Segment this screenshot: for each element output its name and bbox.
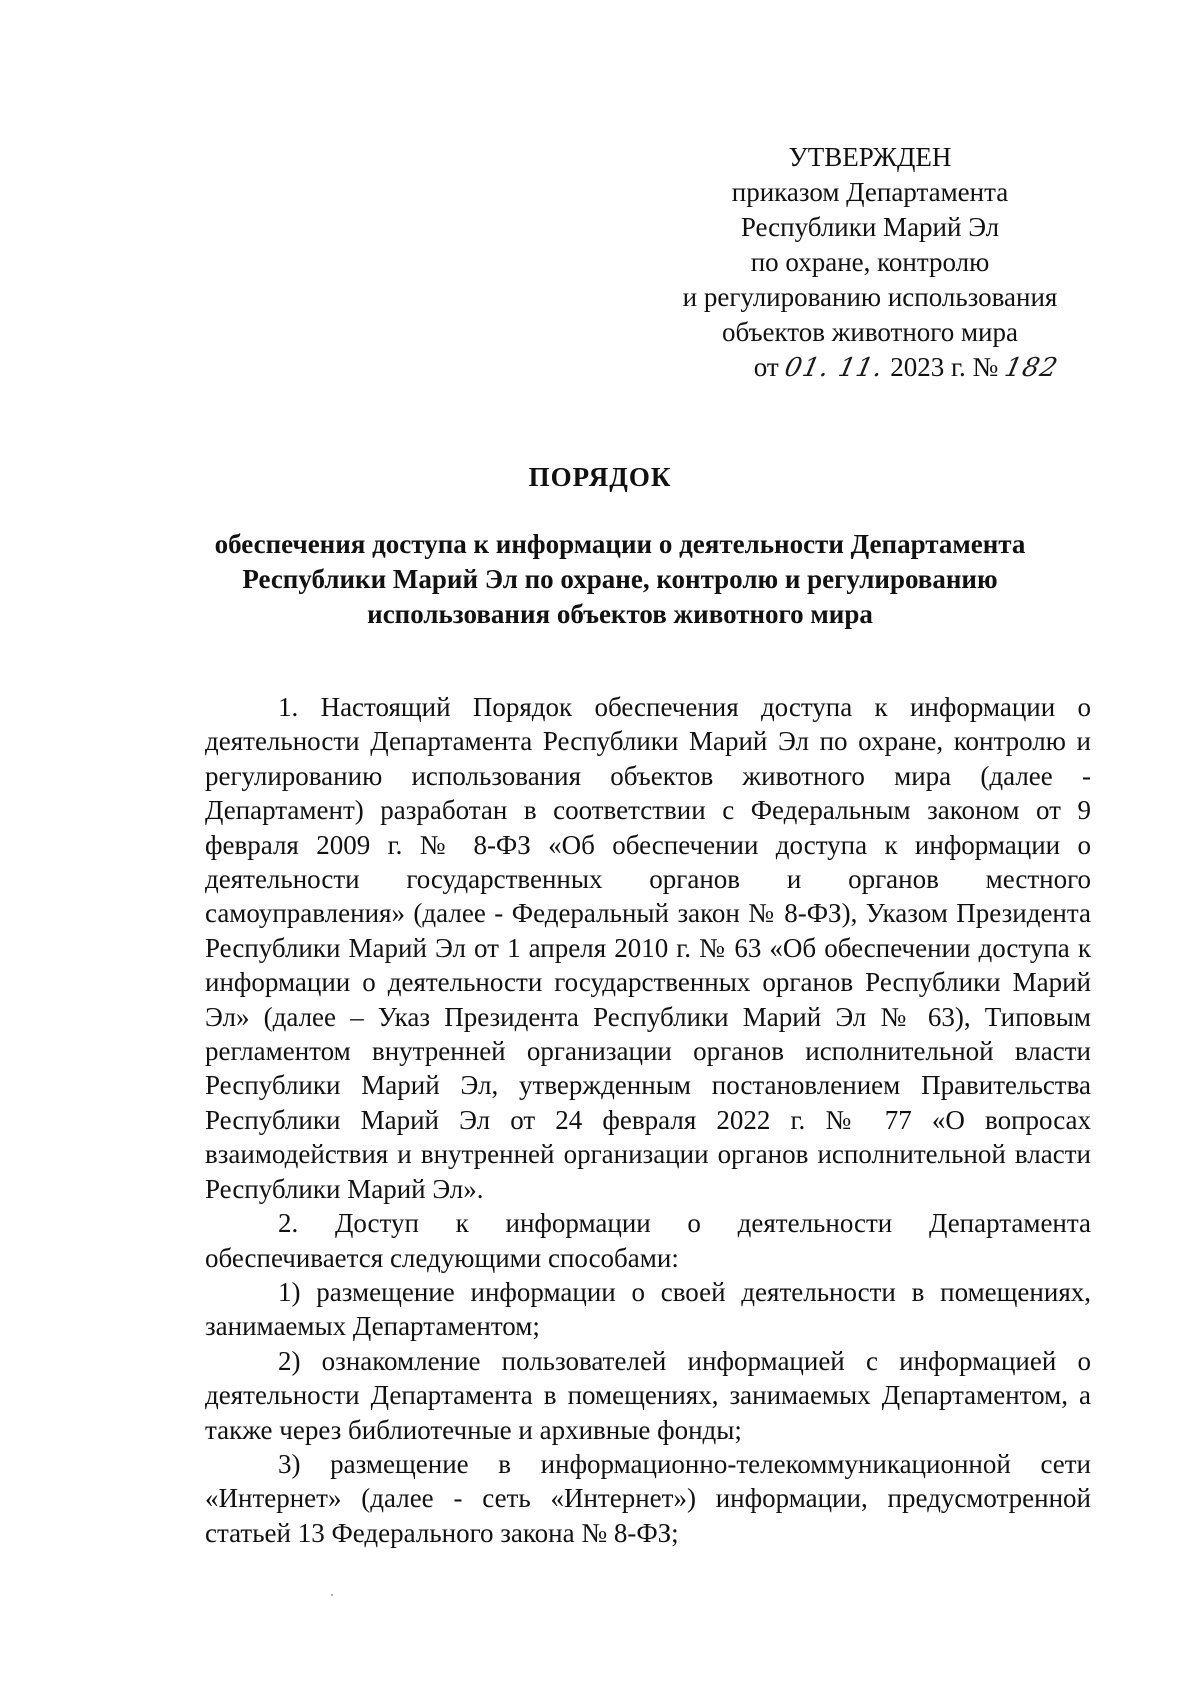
approval-line-1: приказом Департамента <box>731 177 1009 207</box>
paragraph-2: 2. Доступ к информации о деятельности Департамента обеспечивается следующими способами: <box>205 1208 1091 1273</box>
approval-date-line <box>655 350 1085 386</box>
approval-year: 2023 г. № <box>890 352 999 382</box>
approval-heading: УТВЕРЖДЕН <box>788 142 952 172</box>
handwritten-order-number: 182 <box>1001 353 1061 383</box>
document-subtitle <box>140 527 1100 632</box>
handwritten-date: 01. 11. <box>782 353 887 383</box>
list-item-3: 3) размещение в информационно-телекоммуникационной сети «Интернет» (далее - сеть «Интернет») информации, предусмотренной статьей 13 Федерального закона № 8-ФЗ; <box>205 1448 1091 1548</box>
subtitle-line-2: Республики Марий Эл по охране, контролю и регулированию <box>242 564 998 594</box>
subtitle-line-1: обеспечения доступа к информации о деятельности Департамента <box>214 529 1026 559</box>
paragraph-1: 1. Настоящий Порядок обеспечения доступа к информации о деятельности Департамента Республики Марий Эл по охране, контролю и регулированию использования объектов животного мира (далее - Департамент) разработан в соответствии с Федеральным законом от 9 февраля 2009 г. № 8-ФЗ «Об обеспечении доступа к информации о деятельности государственных органов и органов местного самоуправления» (далее - Федеральный закон № 8-ФЗ), Указом Президента Республики Марий Эл от 1 апреля 2010 г. № 63 «Об обеспечении доступа к информации о деятельности государственных органов Республики Марий Эл» (далее – Указ Президента Республики Марий Эл № 63), Типовым регламентом внутренней организации органов исполнительной власти Республики Марий Эл, утвержденным постановлением Правительства Республики Марий Эл от 24 февраля 2022 г. № 77 «О вопросах взаимодействия и внутренней организации органов исполнительной власти Республики Марий Эл». <box>205 692 1091 1204</box>
approval-line-5: объектов животного мира <box>722 317 1018 347</box>
scan-speck <box>331 1594 333 1596</box>
document-body <box>205 690 1091 1550</box>
document-title: ПОРЯДОК <box>528 462 672 492</box>
approval-stamp-block <box>655 140 1085 386</box>
approval-line-2: Республики Марий Эл <box>740 212 1000 242</box>
approval-line-3: по охране, контролю <box>750 247 990 277</box>
list-item-2: 2) ознакомление пользователей информацией с информацией о деятельности Департамента в помещениях, занимаемых Департаментом, а также через библиотечные и архивные фонды; <box>205 1345 1091 1445</box>
approval-line-4: и регулированию использования <box>682 282 1058 312</box>
date-prefix: от <box>753 352 779 382</box>
subtitle-line-3: использования объектов животного мира <box>367 599 873 629</box>
list-item-1: 1) размещение информации о своей деятельности в помещениях, занимаемых Департаментом; <box>205 1276 1091 1342</box>
